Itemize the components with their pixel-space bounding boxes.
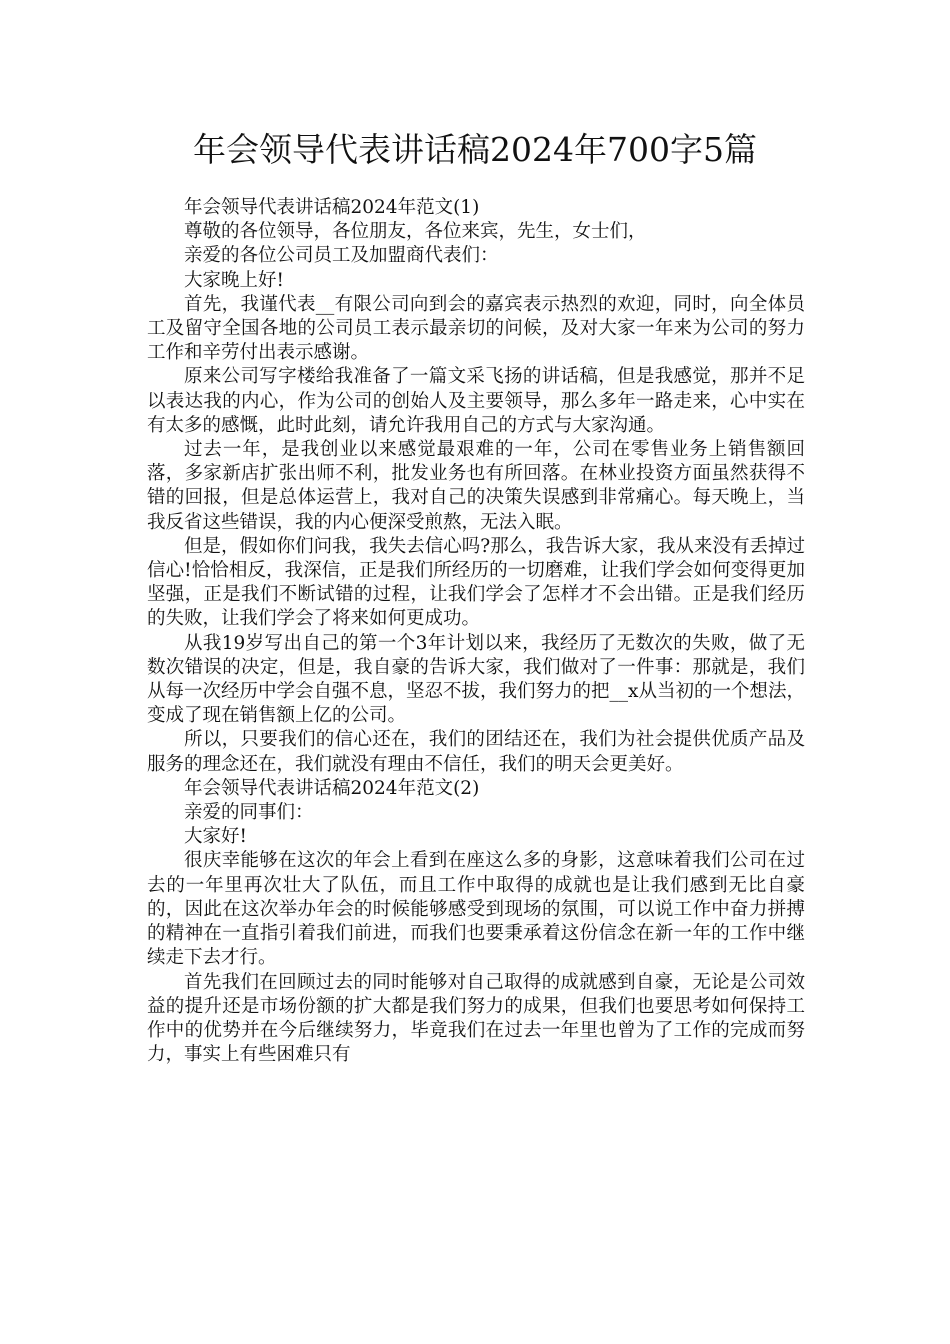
document-title: 年会领导代表讲话稿2024年700字5篇 bbox=[193, 130, 757, 169]
document-body bbox=[147, 196, 805, 1067]
paragraph: 从我19岁写出自己的第一个3年计划以来，我经历了无数次的失败，做了无数次错误的决定，但是，我自豪的告诉大家，我们做对了一件事：那就是，我们从每一次经历中学会自强不息，坚忍不拔，我们努力的把__x从当初的一个想法，变成了现在销售额上亿的公司。 bbox=[147, 632, 805, 727]
paragraph: 所以，只要我们的信心还在，我们的团结还在，我们为社会提供优质产品及服务的理念还在，我们就没有理由不信任，我们的明天会更美好。 bbox=[147, 729, 805, 775]
paragraph: 亲爱的各位公司员工及加盟商代表们： bbox=[184, 245, 499, 267]
paragraph: 但是，假如你们问我，我失去信心吗?那么，我告诉大家，我从来没有丢掉过信心!恰恰相反，我深信，正是我们所经历的一切磨难，让我们学会如何变得更加坚强，正是我们不断试错的过程，让我们学会了怎样才不会出错。正是我们经历的失败，让我们学会了将来如何更成功。 bbox=[147, 535, 805, 630]
paragraph: 年会领导代表讲话稿2024年范文(2) bbox=[184, 777, 480, 799]
paragraph: 过去一年，是我创业以来感觉最艰难的一年，公司在零售业务上销售额回落，多家新店扩张出师不利，批发业务也有所回落。在林业投资方面虽然获得不错的回报，但是总体运营上，我对自己的决策失误感到非常痛心。每天晚上，当我反省这些错误，我的内心便深受煎熬，无法入眠。 bbox=[147, 439, 805, 533]
paragraph: 首先我们在回顾过去的同时能够对自己取得的成就感到自豪，无论是公司效益的提升还是市场份额的扩大都是我们努力的成果，但我们也要思考如何保持工作中的优势并在今后继续努力，毕竟我们在过去一年里也曾为了工作的完成而努力，事实上有些困难只有 bbox=[147, 971, 805, 1066]
paragraph: 尊敬的各位领导，各位朋友，各位来宾，先生，女士们， bbox=[184, 221, 647, 243]
paragraph: 年会领导代表讲话稿2024年范文(1) bbox=[184, 197, 480, 218]
paragraph: 原来公司写字楼给我准备了一篇文采飞扬的讲话稿，但是我感觉，那并不足以表达我的内心，作为公司的创始人及主要领导，那么多年一路走来，心中实在有太多的感慨，此时此刻，请允许我用自己的方式与大家沟通。 bbox=[147, 366, 805, 436]
paragraph: 首先，我谨代表__有限公司向到会的嘉宾表示热烈的欢迎，同时，向全体员工及留守全国各地的公司员工表示最亲切的问候，及对大家一年来为公司的努力工作和辛劳付出表示感谢。 bbox=[147, 293, 805, 364]
paragraph: 大家晚上好! bbox=[184, 269, 284, 291]
paragraph: 亲爱的同事们： bbox=[184, 802, 314, 824]
paragraph: 大家好! bbox=[184, 826, 247, 848]
paragraph: 很庆幸能够在这次的年会上看到在座这么多的身影，这意味着我们公司在过去的一年里再次壮大了队伍，而且工作中取得的成就也是让我们感到无比自豪的，因此在这次举办年会的时候能够感受到现场的氛围，可以说工作中奋力拼搏的精神在一直指引着我们前进，而我们也要秉承着这份信念在新一年的工作中继续走下去才行。 bbox=[147, 850, 805, 969]
